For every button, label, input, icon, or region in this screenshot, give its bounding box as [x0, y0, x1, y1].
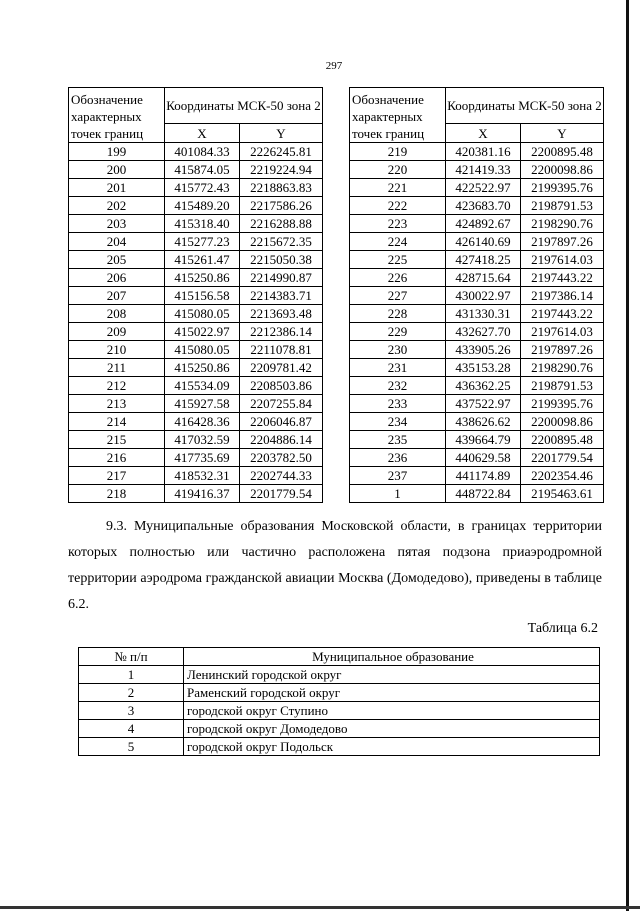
table-row [69, 269, 323, 287]
coord-y: 2197386.14 [521, 287, 604, 305]
coord-x: 426140.69 [446, 233, 521, 251]
row-number: 3 [79, 702, 184, 720]
coord-x: 427418.25 [446, 251, 521, 269]
point-number: 214 [69, 413, 165, 431]
point-number: 223 [350, 215, 446, 233]
coord-y: 2213693.48 [240, 305, 323, 323]
point-number: 231 [350, 359, 446, 377]
point-number: 201 [69, 179, 165, 197]
point-number: 212 [69, 377, 165, 395]
coord-x: 437522.97 [446, 395, 521, 413]
scan-edge-right [626, 0, 629, 911]
table-row [69, 431, 323, 449]
coord-x: 415261.47 [165, 251, 240, 269]
coord-x: 417735.69 [165, 449, 240, 467]
coord-x: 423683.70 [446, 197, 521, 215]
point-number: 221 [350, 179, 446, 197]
table-row [69, 179, 323, 197]
table-row [69, 323, 323, 341]
coord-y: 2215672.35 [240, 233, 323, 251]
coord-x: 419416.37 [165, 485, 240, 503]
table-row [350, 305, 604, 323]
coord-x: 436362.25 [446, 377, 521, 395]
coord-y: 2198290.76 [521, 215, 604, 233]
coord-x: 422522.97 [446, 179, 521, 197]
table-row [69, 449, 323, 467]
coord-y: 2204886.14 [240, 431, 323, 449]
coord-x: 415927.58 [165, 395, 240, 413]
point-number: 232 [350, 377, 446, 395]
table-row [79, 720, 600, 738]
point-number: 206 [69, 269, 165, 287]
table-row [69, 215, 323, 233]
table-row [350, 341, 604, 359]
coord-y: 2201779.54 [521, 449, 604, 467]
coord-x: 439664.79 [446, 431, 521, 449]
point-number: 230 [350, 341, 446, 359]
header-x: X [165, 124, 240, 143]
coord-y: 2216288.88 [240, 215, 323, 233]
coord-y: 2199395.76 [521, 179, 604, 197]
coord-x: 431330.31 [446, 305, 521, 323]
coord-y: 2206046.87 [240, 413, 323, 431]
point-number: 217 [69, 467, 165, 485]
coord-x: 420381.16 [446, 143, 521, 161]
table-row [69, 161, 323, 179]
coord-y: 2197897.26 [521, 233, 604, 251]
table-row [350, 143, 604, 161]
coord-x: 415318.40 [165, 215, 240, 233]
table-row [350, 323, 604, 341]
row-number: 4 [79, 720, 184, 738]
coord-x: 415772.43 [165, 179, 240, 197]
coord-y: 2217586.26 [240, 197, 323, 215]
table-row [350, 485, 604, 503]
coord-y: 2197443.22 [521, 305, 604, 323]
point-number: 235 [350, 431, 446, 449]
coord-y: 2197897.26 [521, 341, 604, 359]
table-row [69, 143, 323, 161]
point-number: 1 [350, 485, 446, 503]
row-number: 5 [79, 738, 184, 756]
table-row [79, 666, 600, 684]
municipalities-table [78, 647, 600, 756]
table-row [69, 485, 323, 503]
coord-y: 2200098.86 [521, 161, 604, 179]
coord-y: 2202744.33 [240, 467, 323, 485]
table-row [69, 395, 323, 413]
coord-x: 448722.84 [446, 485, 521, 503]
coord-y: 2226245.81 [240, 143, 323, 161]
coord-x: 415250.86 [165, 269, 240, 287]
coord-y: 2218863.83 [240, 179, 323, 197]
coord-y: 2214990.87 [240, 269, 323, 287]
header-coordinates: Координаты МСК-50 зона 2 [446, 88, 604, 124]
point-number: 216 [69, 449, 165, 467]
coord-y: 2198290.76 [521, 359, 604, 377]
coord-x: 415080.05 [165, 341, 240, 359]
page-number: 297 [325, 60, 343, 72]
header-x: X [446, 124, 521, 143]
coord-x: 401084.33 [165, 143, 240, 161]
table-row [69, 413, 323, 431]
table-row [350, 431, 604, 449]
point-number: 219 [350, 143, 446, 161]
table-row [350, 467, 604, 485]
point-number: 211 [69, 359, 165, 377]
table-caption: Таблица 6.2 [527, 621, 598, 636]
coord-x: 416428.36 [165, 413, 240, 431]
point-number: 202 [69, 197, 165, 215]
header-y: Y [521, 124, 604, 143]
municipality-name: Раменский городской округ [184, 684, 600, 702]
coord-y: 2200895.48 [521, 431, 604, 449]
table-row [69, 341, 323, 359]
point-number: 222 [350, 197, 446, 215]
point-number: 233 [350, 395, 446, 413]
header-point-designation: Обозначение характерных точек границ [350, 88, 446, 143]
table-row [69, 377, 323, 395]
point-number: 226 [350, 269, 446, 287]
coord-y: 2219224.94 [240, 161, 323, 179]
point-number: 200 [69, 161, 165, 179]
coord-x: 438626.62 [446, 413, 521, 431]
point-number: 225 [350, 251, 446, 269]
coord-y: 2200098.86 [521, 413, 604, 431]
table-row [350, 287, 604, 305]
coord-x: 421419.33 [446, 161, 521, 179]
table-row [350, 179, 604, 197]
coord-x: 415277.23 [165, 233, 240, 251]
coordinates-table-left [68, 87, 323, 503]
coord-y: 2212386.14 [240, 323, 323, 341]
municipality-name: городской округ Подольск [184, 738, 600, 756]
coord-x: 415156.58 [165, 287, 240, 305]
header-point-designation: Обозначение характерных точек границ [69, 88, 165, 143]
coord-y: 2198791.53 [521, 377, 604, 395]
coord-y: 2199395.76 [521, 395, 604, 413]
table-row [79, 684, 600, 702]
point-number: 213 [69, 395, 165, 413]
table-row [69, 467, 323, 485]
point-number: 236 [350, 449, 446, 467]
point-number: 203 [69, 215, 165, 233]
table-row [350, 269, 604, 287]
table-row [79, 738, 600, 756]
table-row [350, 377, 604, 395]
point-number: 204 [69, 233, 165, 251]
point-number: 224 [350, 233, 446, 251]
coord-x: 415874.05 [165, 161, 240, 179]
coord-y: 2209781.42 [240, 359, 323, 377]
table-row [69, 251, 323, 269]
header-y: Y [240, 124, 323, 143]
point-number: 227 [350, 287, 446, 305]
table-row [69, 233, 323, 251]
coord-y: 2200895.48 [521, 143, 604, 161]
table-row [350, 395, 604, 413]
point-number: 210 [69, 341, 165, 359]
header-number: № п/п [79, 648, 184, 666]
point-number: 229 [350, 323, 446, 341]
coord-x: 432627.70 [446, 323, 521, 341]
coord-y: 2197614.03 [521, 251, 604, 269]
point-number: 205 [69, 251, 165, 269]
coord-x: 415489.20 [165, 197, 240, 215]
coordinates-table-right [349, 87, 604, 503]
coord-x: 430022.97 [446, 287, 521, 305]
row-number: 2 [79, 684, 184, 702]
table-row [350, 215, 604, 233]
coord-y: 2214383.71 [240, 287, 323, 305]
header-municipality: Муниципальное образование [184, 648, 600, 666]
table-row [350, 161, 604, 179]
point-number: 218 [69, 485, 165, 503]
table-row [69, 359, 323, 377]
coord-x: 415250.86 [165, 359, 240, 377]
coord-x: 441174.89 [446, 467, 521, 485]
coord-y: 2215050.38 [240, 251, 323, 269]
table-row [79, 702, 600, 720]
coord-y: 2203782.50 [240, 449, 323, 467]
header-coordinates: Координаты МСК-50 зона 2 [165, 88, 323, 124]
table-row [69, 287, 323, 305]
table-row [350, 413, 604, 431]
point-number: 208 [69, 305, 165, 323]
point-number: 199 [69, 143, 165, 161]
municipality-name: Ленинский городской округ [184, 666, 600, 684]
coord-y: 2202354.46 [521, 467, 604, 485]
point-number: 215 [69, 431, 165, 449]
coord-y: 2198791.53 [521, 197, 604, 215]
table-row [350, 449, 604, 467]
coord-x: 428715.64 [446, 269, 521, 287]
coord-y: 2201779.54 [240, 485, 323, 503]
point-number: 234 [350, 413, 446, 431]
table-row [350, 251, 604, 269]
coord-x: 415534.09 [165, 377, 240, 395]
coord-y: 2208503.86 [240, 377, 323, 395]
coord-x: 415022.97 [165, 323, 240, 341]
point-number: 209 [69, 323, 165, 341]
row-number: 1 [79, 666, 184, 684]
coord-x: 424892.67 [446, 215, 521, 233]
coord-y: 2197614.03 [521, 323, 604, 341]
coord-x: 418532.31 [165, 467, 240, 485]
coord-x: 415080.05 [165, 305, 240, 323]
point-number: 228 [350, 305, 446, 323]
point-number: 237 [350, 467, 446, 485]
point-number: 207 [69, 287, 165, 305]
table-row [350, 197, 604, 215]
coord-y: 2211078.81 [240, 341, 323, 359]
municipality-name: городской округ Ступино [184, 702, 600, 720]
coord-y: 2197443.22 [521, 269, 604, 287]
coord-x: 435153.28 [446, 359, 521, 377]
coord-y: 2195463.61 [521, 485, 604, 503]
body-paragraph: 9.3. Муниципальные образования Московской области, в границах территории которых полностью или частично расположена пятая подзона приаэродромной территории аэродрома гражданской авиации Москва (Домодедово), приведены в таблице 6.2. [68, 519, 602, 612]
table-row [350, 359, 604, 377]
coord-x: 433905.26 [446, 341, 521, 359]
table-row [69, 305, 323, 323]
point-number: 220 [350, 161, 446, 179]
scan-edge-bottom [0, 906, 640, 909]
coord-x: 440629.58 [446, 449, 521, 467]
table-row [69, 197, 323, 215]
table-row [350, 233, 604, 251]
municipality-name: городской округ Домодедово [184, 720, 600, 738]
coord-y: 2207255.84 [240, 395, 323, 413]
coord-x: 417032.59 [165, 431, 240, 449]
